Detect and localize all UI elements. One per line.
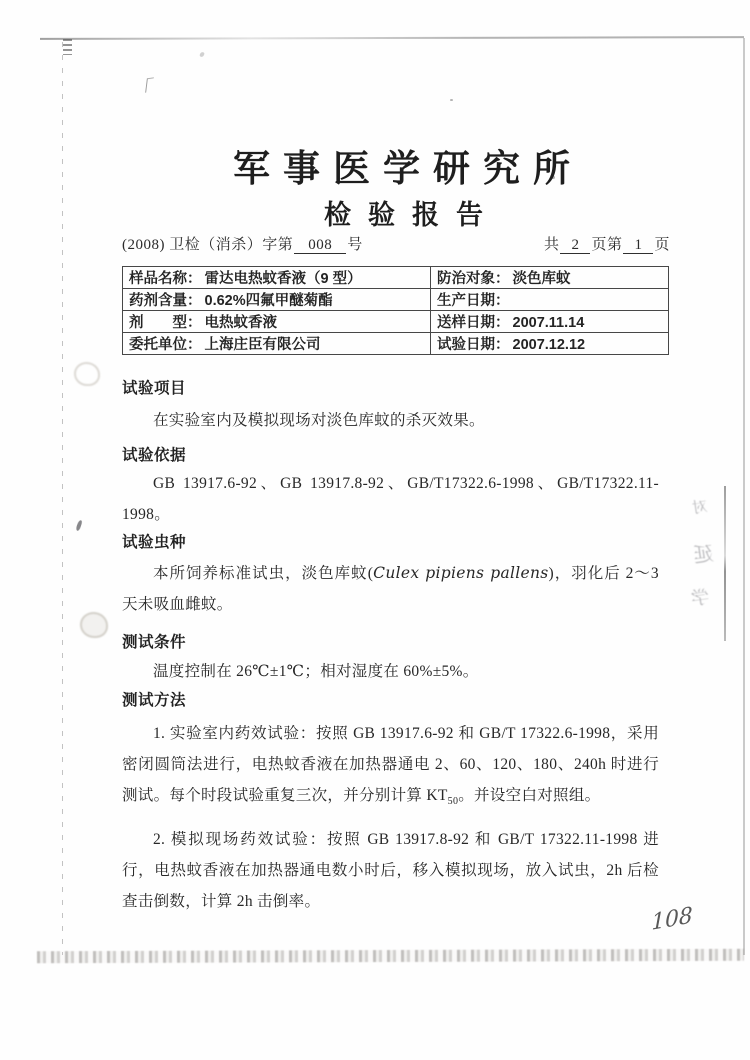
report-subtitle: 检验报告 (324, 200, 500, 230)
kt50-subscript: 50 (447, 796, 459, 808)
cell-value: 2007.11.14 (512, 315, 585, 331)
cell-test-date (431, 333, 669, 355)
ink-bleedthrough-mark: 延 (691, 542, 715, 568)
cell-label: 生产日期： (437, 293, 510, 309)
document-number-prefix: (2008) 卫检（消杀）字第 (122, 237, 294, 253)
cell-label: 送样日期： (437, 315, 510, 331)
ink-bleedthrough-line (724, 486, 726, 641)
pagination-current-value: 1 (623, 238, 653, 254)
scan-corner-scribble (63, 39, 72, 55)
page-title: 军事医学研究所 (233, 149, 583, 190)
document-number-value: 008 (294, 238, 346, 254)
method-paragraph-field: 2. 模拟现场药效试验：按照 GB 13917.8-92 和 GB/T 17322.11-1998 进行，电热蚊香液在加热器通电数小时后，移入模拟现场，放入试虫，2h 后检查击倒数，计算 2h 击倒率。 (122, 831, 659, 911)
report-body (122, 373, 659, 917)
table-row (123, 311, 669, 333)
method-paragraph-lab (122, 718, 659, 817)
cell-target-pest (431, 267, 669, 289)
scan-edge-bottom-grain (37, 949, 744, 963)
cell-label: 样品名称： (129, 271, 202, 287)
cell-client (123, 333, 431, 355)
sample-info-table (122, 266, 669, 355)
section-heading-test-basis: 试验依据 (122, 447, 187, 464)
cell-value: 2007.12.12 (512, 337, 586, 353)
section-heading-test-items: 试验项目 (122, 380, 187, 397)
scan-speck (450, 99, 453, 101)
ink-bleedthrough-mark: 对 (691, 499, 709, 517)
cell-label: 试验日期： (437, 337, 510, 353)
cell-value: 淡色库蚊 (512, 271, 571, 287)
cell-active-content (123, 289, 431, 311)
cell-value: 电热蚊香液 (204, 315, 277, 331)
species-latin-name: Culex pipiens pallens (373, 564, 549, 582)
section-heading-test-methods: 测试方法 (122, 692, 187, 709)
document-number-suffix: 号 (347, 237, 363, 253)
cell-sample-name (123, 267, 431, 289)
cell-value: 上海庄臣有限公司 (204, 337, 321, 353)
table-row (123, 333, 669, 355)
scan-pen-mark (145, 77, 154, 92)
scan-smudge-mark (74, 362, 100, 386)
pagination (544, 233, 670, 254)
pagination-total-value: 2 (560, 238, 590, 254)
handwritten-page-number: 108 (651, 903, 693, 936)
cell-label: 防治对象： (437, 271, 510, 287)
ink-bleedthrough-mark: 学 (689, 586, 711, 610)
scan-ink-tick (75, 520, 82, 532)
section-text-test-basis: GB 13917.6-92、GB 13917.8-92、GB/T17322.6-1998、GB/T17322.11-1998。 (122, 475, 659, 523)
cell-label: 药剂含量： (129, 293, 202, 309)
cell-value: 0.62%四氟甲醚菊酯 (204, 293, 333, 309)
insects-text-pre: 本所饲养标准试虫，淡色库蚊( (153, 565, 374, 582)
section-text-test-items: 在实验室内及模拟现场对淡色库蚊的杀灭效果。 (153, 412, 485, 429)
scan-speck (199, 51, 205, 57)
pagination-total-label: 共 (543, 237, 560, 253)
scan-edge-top (40, 36, 744, 40)
method1-text: 1. 实验室内药效试验：按照 GB 13917.6-92 和 GB/T 17322.6-1998，采用密闭圆筒法进行，电热蚊香液在加热器通电 2、60、120、180、240h 时进行测试。每个时段试验重复三次，并分别计算 KT (122, 725, 659, 804)
insects-text-post: )，羽化后 2～3 天未吸血雌蚊。 (122, 565, 659, 613)
table-row (123, 289, 669, 311)
cell-sample-date (431, 311, 669, 333)
scan-edge-left (62, 42, 63, 955)
section-heading-test-insects: 试验虫种 (122, 534, 187, 551)
document-number (122, 233, 363, 254)
cell-label: 委托单位： (129, 337, 202, 353)
cell-value: 雷达电热蚊香液（9 型） (204, 271, 362, 287)
cell-label: 剂 型： (129, 315, 202, 331)
cell-production-date (431, 289, 669, 311)
section-text-test-insects (122, 558, 659, 620)
pagination-end-label: 页 (654, 237, 670, 253)
table-row (123, 267, 669, 289)
pagination-mid-label: 页第 (591, 237, 623, 253)
document-number-line (122, 233, 670, 254)
section-text-test-conditions: 温度控制在 26℃±1℃；相对湿度在 60%±5%。 (153, 663, 479, 680)
method1-text-post: 。并设空白对照组。 (458, 787, 601, 804)
scan-edge-right (743, 38, 745, 955)
section-heading-test-conditions: 测试条件 (122, 634, 187, 651)
cell-formulation (123, 311, 431, 333)
scan-smudge-mark (80, 612, 108, 638)
